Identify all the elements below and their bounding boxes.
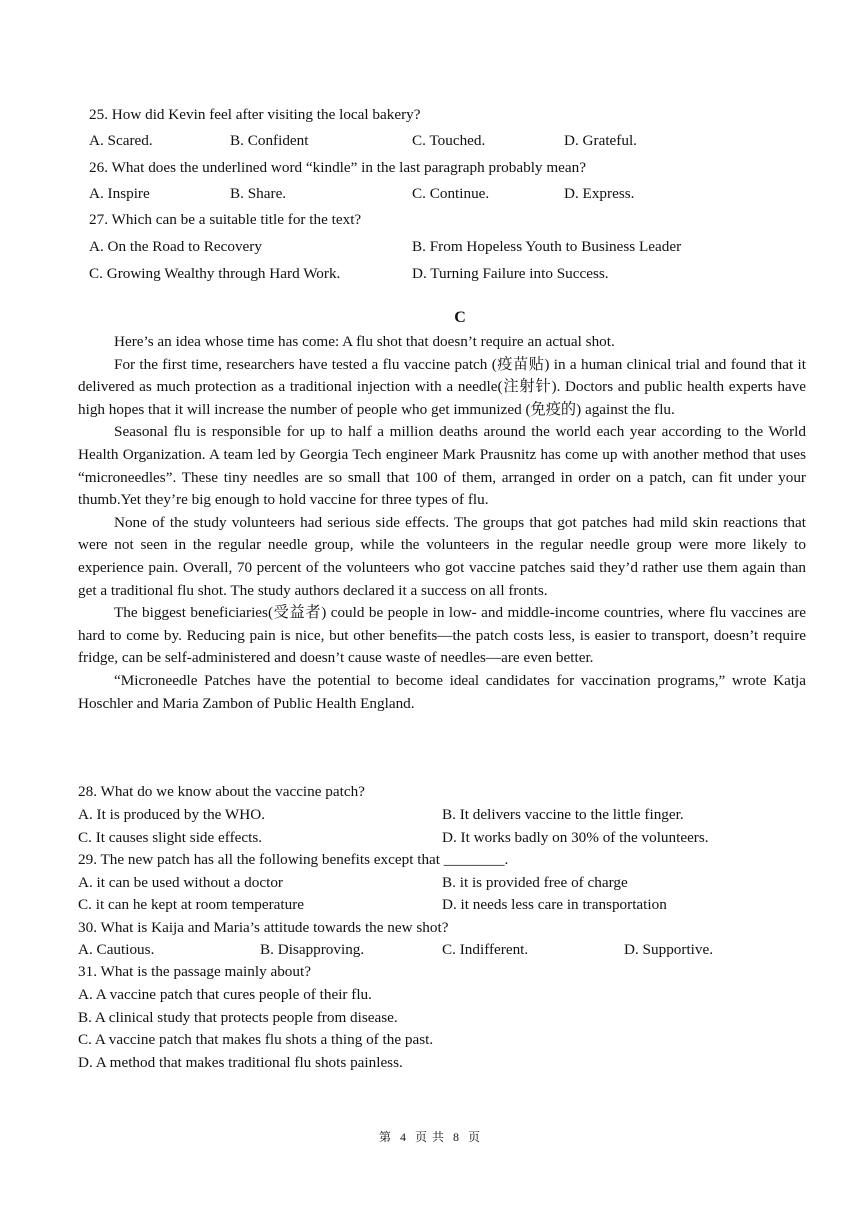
footer-prefix: 第 bbox=[378, 1130, 392, 1144]
q26-option-c: C. Continue. bbox=[412, 185, 490, 202]
q27-option-a: A. On the Road to Recovery bbox=[89, 238, 262, 255]
passage-paragraph: Seasonal flu is responsible for up to half a million deaths around the world each year according to the World Health Organization. A team led by Georgia Tech engineer Mark Prausnitz has come up with another method that uses “microneedles”. These tiny needles are so small that 100 of them, arranged in order on a patch, can fit under your thumb.Yet they’re big enough to hold vaccine for three types of flu. bbox=[78, 423, 806, 509]
q31-option-c: C. A vaccine patch that makes flu shots a thing of the past. bbox=[78, 1031, 434, 1048]
q25-option-b: B. Confident bbox=[230, 132, 309, 149]
q28-option-d: D. It works badly on 30% of the volunteers. bbox=[442, 829, 709, 846]
q27-option-b: B. From Hopeless Youth to Business Leader bbox=[412, 238, 682, 255]
section-title: C bbox=[454, 309, 466, 326]
q29-option-c: C. it can he kept at room temperature bbox=[78, 896, 305, 913]
question-27-stem: 27. Which can be a suitable title for the text? bbox=[89, 211, 362, 228]
q27-option-d: D. Turning Failure into Success. bbox=[412, 265, 609, 282]
question-30-stem: 30. What is Kaija and Maria’s attitude towards the new shot? bbox=[78, 919, 449, 936]
footer-suffix: 页 bbox=[468, 1130, 482, 1144]
question-25-stem: 25. How did Kevin feel after visiting the local bakery? bbox=[89, 106, 421, 123]
q28-option-c: C. It causes slight side effects. bbox=[78, 829, 263, 846]
question-29-stem: 29. The new patch has all the following benefits except that ________. bbox=[78, 851, 509, 868]
footer-page-number: 4 bbox=[399, 1130, 407, 1144]
page-footer bbox=[0, 1128, 860, 1145]
q25-option-c: C. Touched. bbox=[412, 132, 486, 149]
passage-paragraph: Here’s an idea whose time has come: A flu shot that doesn’t require an actual shot. bbox=[114, 333, 615, 350]
q27-option-c: C. Growing Wealthy through Hard Work. bbox=[89, 265, 341, 282]
passage-paragraph: For the first time, researchers have tested a flu vaccine patch (疫苗贴) in a human clinical trial and found that it delivered as much protection as a traditional injection with a needle(注射针). Doctors and public health experts have high hopes that it will increase the number of people who get immunized (免疫的) against the flu. bbox=[78, 355, 806, 418]
q30-option-a: A. Cautious. bbox=[78, 941, 155, 958]
q26-option-d: D. Express. bbox=[564, 185, 635, 202]
passage-paragraph: None of the study volunteers had serious side effects. The groups that got patches had mild skin reactions that were not seen in the regular needle group, while the volunteers in the regular needle group were more likely to experience pain. Overall, 70 percent of the volunteers who got vaccine patches said they’d rather use them again than get a traditional flu shot. The study authors declared it a success on all fronts. bbox=[78, 513, 806, 599]
question-28-stem: 28. What do we know about the vaccine patch? bbox=[78, 783, 365, 800]
q31-option-b: B. A clinical study that protects people from disease. bbox=[78, 1009, 398, 1026]
q30-option-c: C. Indifferent. bbox=[442, 941, 529, 958]
q30-option-d: D. Supportive. bbox=[624, 941, 714, 958]
question-26-stem: 26. What does the underlined word “kindle” in the last paragraph probably mean? bbox=[89, 159, 586, 176]
q29-option-d: D. it needs less care in transportation bbox=[442, 896, 667, 913]
footer-total-pages: 8 bbox=[453, 1130, 460, 1144]
reading-passage bbox=[78, 331, 806, 715]
q26-option-b: B. Share. bbox=[230, 185, 287, 202]
footer-mid: 页 共 bbox=[414, 1130, 445, 1144]
q29-option-a: A. it can be used without a doctor bbox=[78, 874, 283, 891]
q26-option-a: A. Inspire bbox=[89, 185, 150, 202]
q31-option-a: A. A vaccine patch that cures people of their flu. bbox=[78, 986, 372, 1003]
question-31-stem: 31. What is the passage mainly about? bbox=[78, 963, 311, 980]
passage-paragraph: “Microneedle Patches have the potential to become ideal candidates for vaccination programs,” wrote Katja Hoschler and Maria Zambon of Public Health England. bbox=[78, 671, 806, 712]
q25-option-a: A. Scared. bbox=[89, 132, 153, 149]
q30-option-b: B. Disapproving. bbox=[260, 941, 365, 958]
q29-option-b: B. it is provided free of charge bbox=[442, 874, 628, 891]
q28-option-b: B. It delivers vaccine to the little finger. bbox=[442, 806, 684, 823]
q25-option-d: D. Grateful. bbox=[564, 132, 637, 149]
q31-option-d: D. A method that makes traditional flu shots painless. bbox=[78, 1054, 403, 1071]
q28-option-a: A. It is produced by the WHO. bbox=[78, 806, 265, 823]
passage-paragraph: The biggest beneficiaries(受益者) could be people in low- and middle-income countries, where flu vaccines are hard to come by. Reducing pain is nice, but other benefits—the patch costs less, is easier to transport, doesn’t require fridge, can be self-administered and doesn’t cause waste of needles—are even better. bbox=[78, 604, 806, 667]
